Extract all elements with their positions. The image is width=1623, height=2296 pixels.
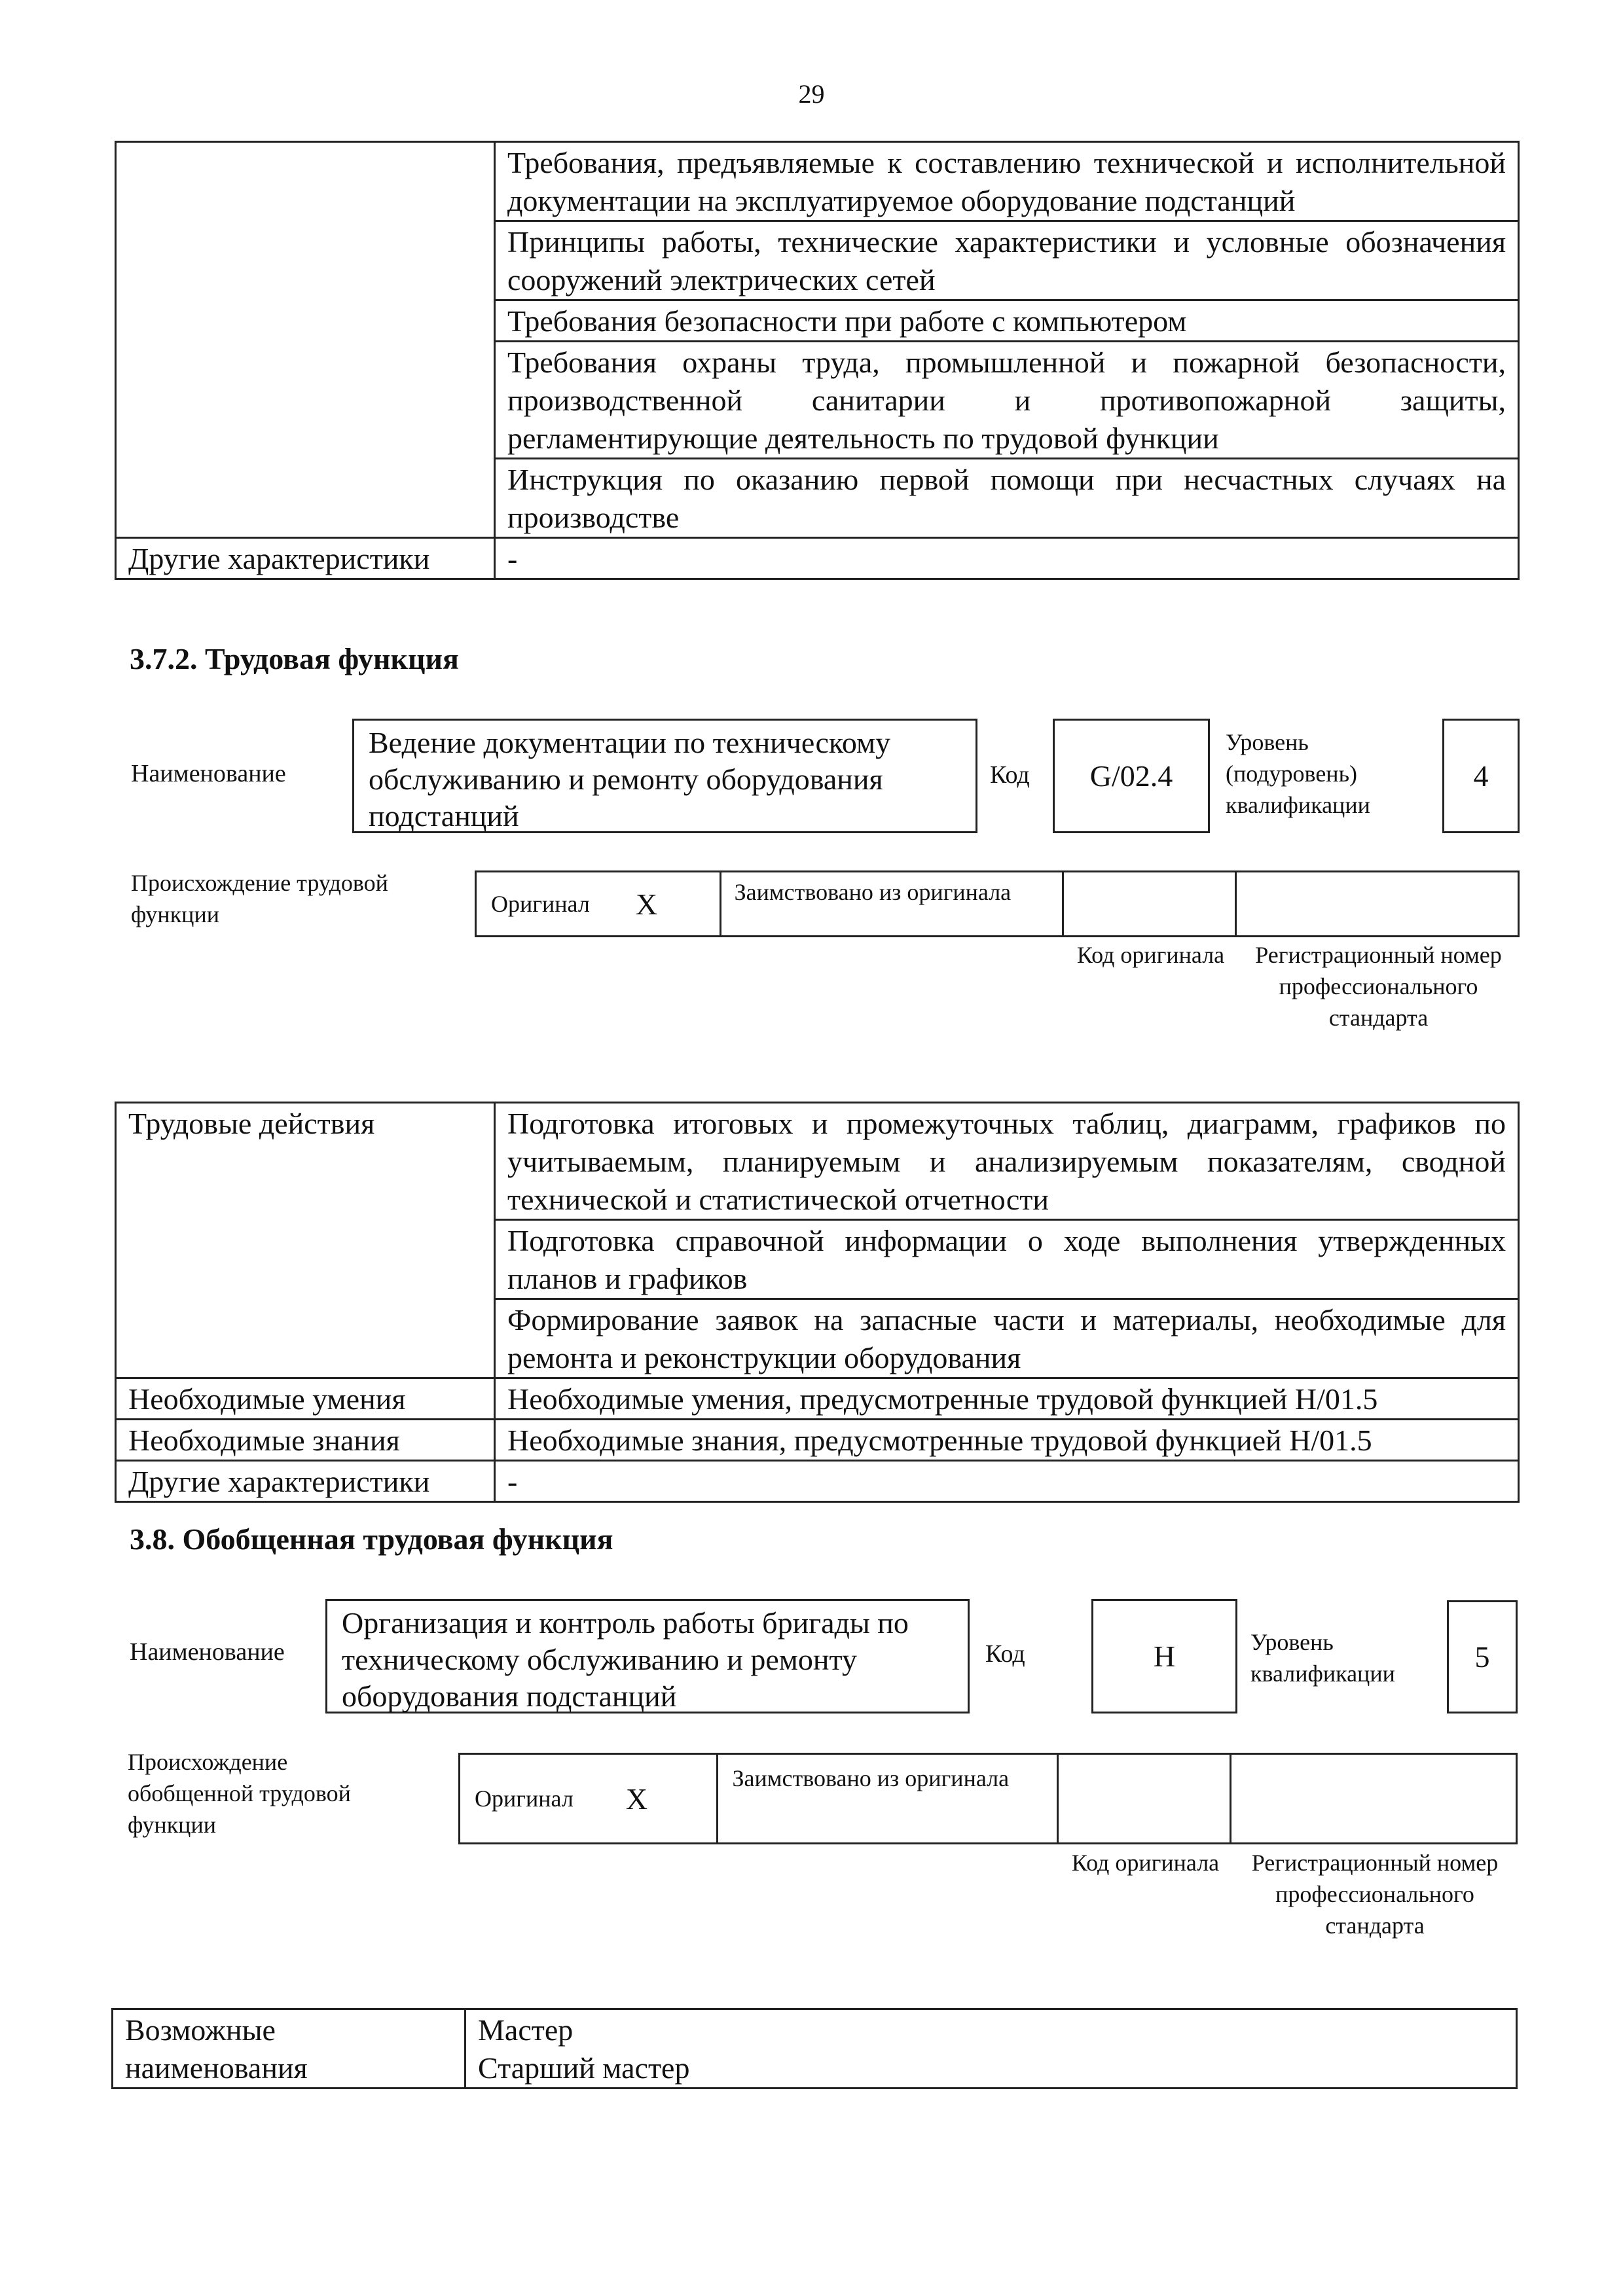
reg-number-cell	[1237, 872, 1518, 935]
level-value: 4	[1473, 759, 1489, 793]
original-label: Оригинал	[475, 1785, 574, 1812]
empty-label-cell	[116, 142, 495, 538]
code-box	[1091, 1599, 1237, 1713]
name-label: Наименование	[131, 760, 286, 787]
code-original-cell	[1064, 872, 1237, 935]
origin-row	[475, 870, 1520, 937]
origin-label: Происхождение обобщенной трудовой функции	[128, 1749, 351, 1838]
other-characteristics-label: Другие характеристики	[116, 1461, 495, 1502]
knowledge-row: Требования, предъявляемые к составлению технической и исполнительной документации на эксплуатируемое оборудование подстанций	[495, 142, 1519, 221]
code-original-caption: Код оригинала	[1071, 1850, 1220, 1876]
knowledge-value: Необходимые знания, предусмотренные трудовой функцией H/01.5	[495, 1420, 1519, 1461]
knowledge-label: Необходимые знания	[116, 1420, 495, 1461]
knowledge-row: Требования охраны труда, промышленной и пожарной безопасности, производственной санитарии и противопожарной защиты, регламентирующие деятельность по трудовой функции	[495, 342, 1519, 459]
level-label: Уровень (подуровень) квалификации	[1226, 729, 1370, 818]
possible-names-values	[465, 2009, 1517, 2089]
possible-name: Мастер	[478, 2013, 574, 2047]
knowledge-row: Принципы работы, технические характеристики и условные обозначения сооружений электрических сетей	[495, 221, 1519, 300]
original-label: Оригинал	[491, 891, 590, 917]
generalized-function-name-box: Организация и контроль работы бригады по техническому обслуживанию и ремонту оборудования подстанций	[325, 1599, 970, 1713]
original-mark: X	[625, 1782, 648, 1816]
code-original-caption: Код оригинала	[1076, 942, 1225, 968]
labor-actions-table	[115, 1102, 1520, 1503]
labor-action-row: Подготовка справочной информации о ходе выполнения утвержденных планов и графиков	[495, 1220, 1519, 1299]
knowledge-row: Инструкция по оказанию первой помощи при несчастных случаях на производстве	[495, 459, 1519, 538]
other-characteristics-label: Другие характеристики	[116, 538, 495, 579]
level-box	[1442, 719, 1520, 833]
name-label: Наименование	[130, 1638, 285, 1666]
knowledge-table	[115, 141, 1520, 580]
original-mark: X	[635, 887, 658, 921]
possible-names-table	[111, 2008, 1518, 2089]
knowledge-row: Требования безопасности при работе с компьютером	[495, 300, 1519, 342]
origin-label: Происхождение трудовой функции	[131, 870, 388, 927]
code-value: G/02.4	[1089, 759, 1173, 793]
reg-number-caption: Регистрационный номер профессионального стандарта	[1251, 1850, 1499, 1939]
skills-value: Необходимые умения, предусмотренные трудовой функцией H/01.5	[495, 1378, 1519, 1420]
code-box	[1053, 719, 1210, 833]
level-value: 5	[1474, 1640, 1490, 1674]
borrowed-cell: Заимствовано из оригинала	[721, 872, 1064, 935]
code-label: Код	[985, 1640, 1025, 1668]
original-cell	[477, 872, 721, 935]
skills-label: Необходимые умения	[116, 1378, 495, 1420]
code-original-cell	[1059, 1755, 1231, 1842]
borrowed-cell: Заимствовано из оригинала	[718, 1755, 1059, 1842]
possible-name: Старший мастер	[478, 2051, 690, 2085]
page-number: 29	[798, 79, 825, 109]
reg-number-cell	[1231, 1755, 1516, 1842]
level-box	[1447, 1600, 1518, 1713]
other-characteristics-value: -	[495, 538, 1519, 579]
level-label: Уровень квалификации	[1250, 1629, 1395, 1687]
code-label: Код	[990, 761, 1030, 789]
origin-row	[458, 1753, 1518, 1844]
code-value: H	[1153, 1640, 1176, 1673]
other-characteristics-value: -	[495, 1461, 1519, 1502]
original-cell	[460, 1755, 718, 1842]
labor-actions-label: Трудовые действия	[116, 1103, 495, 1378]
function-name-box: Ведение документации по техническому обслуживанию и ремонту оборудования подстанций	[352, 719, 977, 833]
section-heading-372: 3.7.2. Трудовая функция	[130, 642, 459, 675]
reg-number-caption: Регистрационный номер профессионального стандарта	[1255, 942, 1502, 1031]
possible-names-label: Возможные наименования	[113, 2009, 465, 2089]
labor-action-row: Формирование заявок на запасные части и материалы, необходимые для ремонта и реконструкции оборудования	[495, 1299, 1519, 1378]
section-heading-38: 3.8. Обобщенная трудовая функция	[130, 1522, 613, 1556]
labor-action-row: Подготовка итоговых и промежуточных таблиц, диаграмм, графиков по учитываемым, планируемым и анализируемым показателям, сводной технической и статистической отчетности	[495, 1103, 1519, 1220]
